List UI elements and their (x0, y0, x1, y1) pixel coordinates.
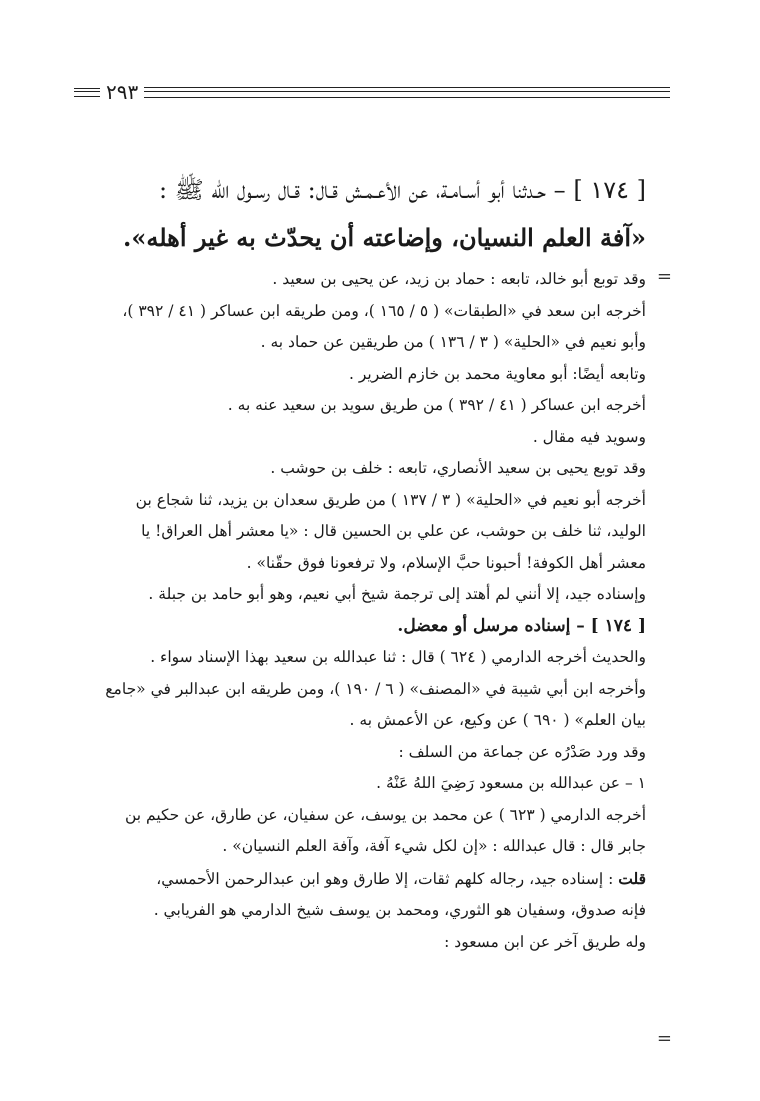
section-note-line: ١ – عن عبدالله بن مسعود رَضِيَ اللهُ عَنْهُ . (376, 774, 646, 792)
note-line: معشر أهل الكوفة! أحبونا حبَّ الإسلام، ولا ترفعونا فوق حقّنا» . (246, 553, 646, 572)
note-line: وقد توبع يحيى بن سعيد الأنصاري، تابعه : خلف بن حوشب . (270, 459, 646, 477)
qultu-line (60, 863, 646, 896)
section-note-line: بيان العلم» ( ٦٩٠ ) عن وكيع، عن الأعمش به . (349, 711, 646, 729)
header-rule-left (74, 88, 100, 97)
page-header (74, 80, 670, 104)
section-note-line: جابر قال : قال عبدالله : «إن لكل شيء آفة، وآفة العلم النسيان» . (222, 837, 646, 855)
hadith-narration: – حـدثنا أبو أسـامـة، عن الأعـمـش قـال: قـال رسـول الله ﷺ : (159, 176, 566, 204)
footnotes (60, 264, 646, 958)
section-heading (60, 611, 646, 643)
qultu-label: قلت (618, 868, 646, 888)
hadith-number: [ ١٧٤ ] (573, 176, 646, 204)
note-line: وسويد فيه مقال . (532, 427, 646, 446)
note-line: الوليد، ثنا خلف بن حوشب، عن علي بن الحسين قال : «يا معشر أهل العراق! يا (141, 522, 646, 540)
margin-mark-top: = (656, 266, 672, 287)
hadith-text (60, 166, 646, 262)
note-line: وإسناده جيد، إلا أنني لم أهتد إلى ترجمة شيخ أبي نعيم، وهو أبو حامد بن جبلة . (148, 585, 646, 603)
section-note-line: أخرجه الدارمي ( ٦٢٣ ) عن محمد بن يوسف، عن سفيان، عن طارق، عن حكيم بن (125, 805, 646, 824)
section-note-line: وقد ورد صَدْرُه عن جماعة من السلف : (398, 742, 646, 761)
hadith-quote: «آفة العلم النسيان، وإضاعته أن يحدّث به غير أهله». (123, 223, 646, 252)
note-line: وأبو نعيم في «الحلية» ( ٣ / ١٣٦ ) من طريقين عن حماد به . (260, 333, 646, 351)
header-rule-right (144, 87, 670, 98)
note-line: أخرجه أبو نعيم في «الحلية» ( ٣ / ١٣٧ ) من طريق سعدان بن يزيد، ثنا شجاع بن (135, 490, 646, 509)
margin-mark-bottom: = (656, 1028, 672, 1049)
note-line: أخرجه ابن عساكر ( ٤١ / ٣٩٢ ) من طريق سويد بن سعيد عنه به . (227, 396, 646, 414)
final-note-line: فإنه صدوق، وسفيان هو الثوري، ومحمد بن يوسف شيخ الدارمي هو الفريابي . (153, 901, 646, 919)
section-title: – إسناده مرسل أو معضل. (397, 615, 585, 636)
section-number: [ ١٧٤ ] (590, 615, 646, 636)
qultu-text: : إسناده جيد، رجاله كلهم ثقات، إلا طارق وهو ابن عبدالرحمن الأحمسي، (156, 869, 614, 888)
final-note-line: وله طريق آخر عن ابن مسعود : (444, 932, 646, 951)
note-line: وقد توبع أبو خالد، تابعه : حماد بن زيد، عن يحيى بن سعيد . (272, 270, 646, 288)
hadith-line-1 (60, 166, 646, 214)
section-note-line: وأخرجه ابن أبي شيبة في «المصنف» ( ٦ / ١٩٠ )، ومن طريقه ابن عبدالبر في «جامع (105, 679, 646, 698)
note-line: وتابعه أيضًا: أبو معاوية محمد بن خازم الضرير . (348, 364, 646, 383)
page-number: ٢٩٣ (106, 80, 139, 104)
section-note-line: والحديث أخرجه الدارمي ( ٦٢٤ ) قال : ثنا عبدالله بن سعيد بهذا الإسناد سواء . (150, 648, 646, 666)
note-line: أخرجه ابن سعد في «الطبقات» ( ٥ / ١٦٥ )، ومن طريقه ابن عساكر ( ٤١ / ٣٩٢ )، (122, 301, 646, 320)
